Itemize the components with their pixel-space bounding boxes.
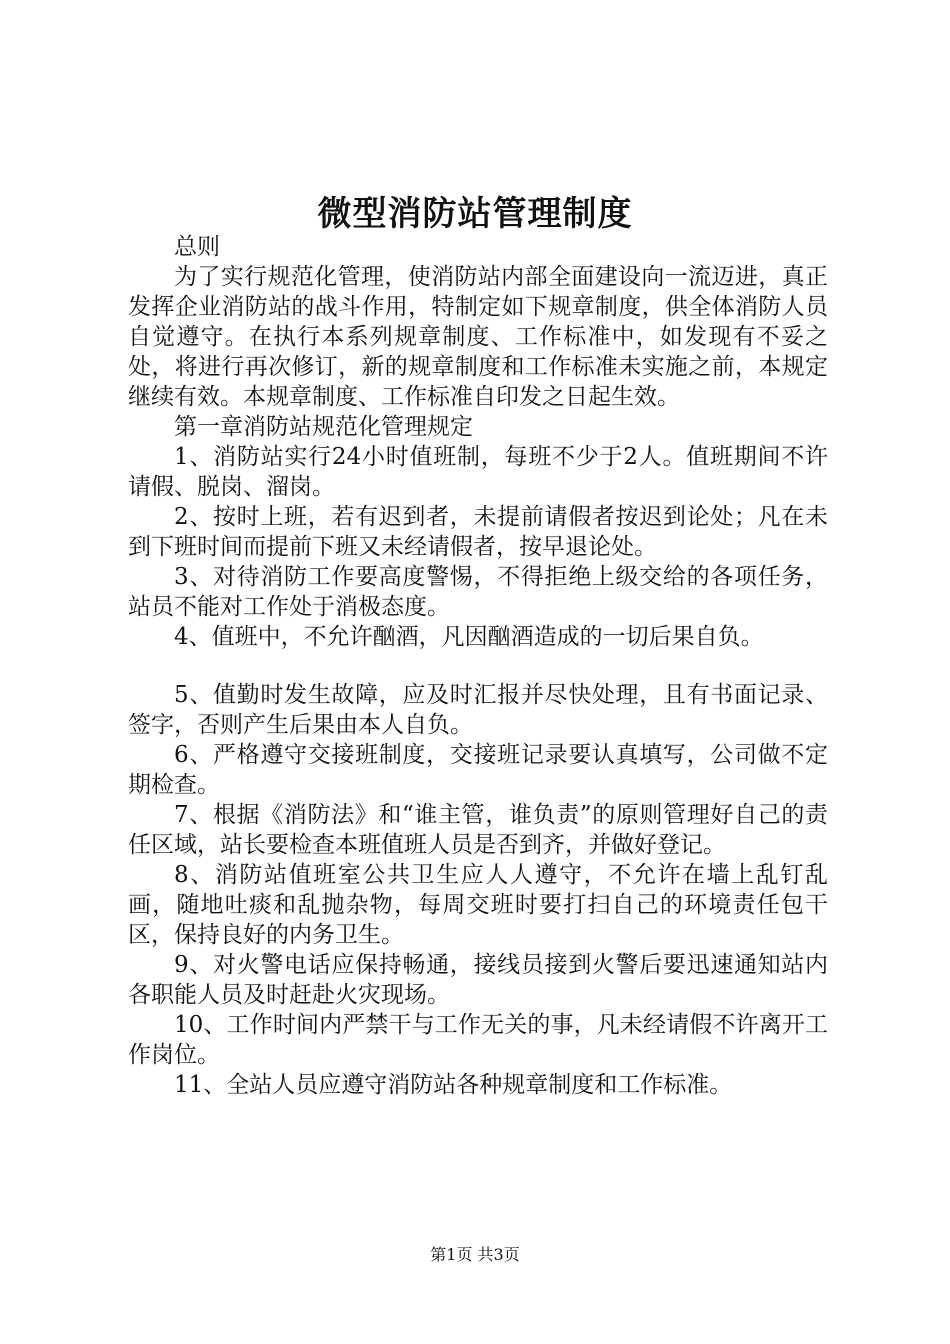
rule-item-11: 11、全站人员应遵守消防站各种规章制度和工作标准。 — [174, 1072, 733, 1098]
document-title: 微型消防站管理制度 — [317, 194, 633, 234]
rule-item-10: 10、工作时间内严禁干与工作无关的事，凡未经请假不许离开工作岗位。 — [128, 1012, 828, 1068]
rule-item-7: 7、根据《消防法》和“谁主管，谁负责”的原则管理好自己的责任区域，站长要检查本班值班人员是否到齐，并做好登记。 — [128, 802, 828, 858]
section-heading-general: 总则 — [174, 234, 220, 260]
paragraph-intro: 为了实行规范化管理，使消防站内部全面建设向一流迈进，真正发挥企业消防站的战斗作用，特制定如下规章制度，供全体消防人员自觉遵守。在执行本系列规章制度、工作标准中，如发现有不妥之处，将进行再次修订，新的规章制度和工作标准未实施之前，本规定继续有效。本规章制度、工作标准自印发之日起生效。 — [128, 264, 828, 410]
rule-item-4: 4、值班中，不允许酗酒，凡因酗酒造成的一切后果自负。 — [174, 624, 764, 650]
chapter-heading: 第一章消防站规范化管理规定 — [174, 414, 473, 440]
rule-item-8: 8、消防站值班室公共卫生应人人遵守，不允许在墙上乱钉乱画，随地吐痰和乱抛杂物，每周交班时要打扫自己的环境责任包干区，保持良好的内务卫生。 — [128, 862, 828, 948]
rule-item-3: 3、对待消防工作要高度警惕，不得拒绝上级交给的各项任务，站员不能对工作处于消极态度。 — [128, 564, 828, 620]
rule-item-5: 5、值勤时发生故障，应及时汇报并尽快处理，且有书面记录、签字，否则产生后果由本人自负。 — [128, 682, 828, 738]
rule-item-6: 6、严格遵守交接班制度，交接班记录要认真填写，公司做不定期检查。 — [128, 742, 828, 798]
document-body — [128, 232, 828, 1100]
rule-item-1: 1、消防站实行24小时值班制，每班不少于2人。值班期间不许请假、脱岗、溜岗。 — [128, 444, 828, 500]
page-number-footer: 第1页 共3页 — [430, 1245, 520, 1264]
rule-item-2: 2、按时上班，若有迟到者，未提前请假者按迟到论处；凡在未到下班时间而提前下班又未经请假者，按早退论处。 — [128, 504, 828, 560]
rule-item-9: 9、对火警电话应保持畅通，接线员接到火警后要迅速通知站内各职能人员及时赶赴火灾现场。 — [128, 952, 828, 1008]
